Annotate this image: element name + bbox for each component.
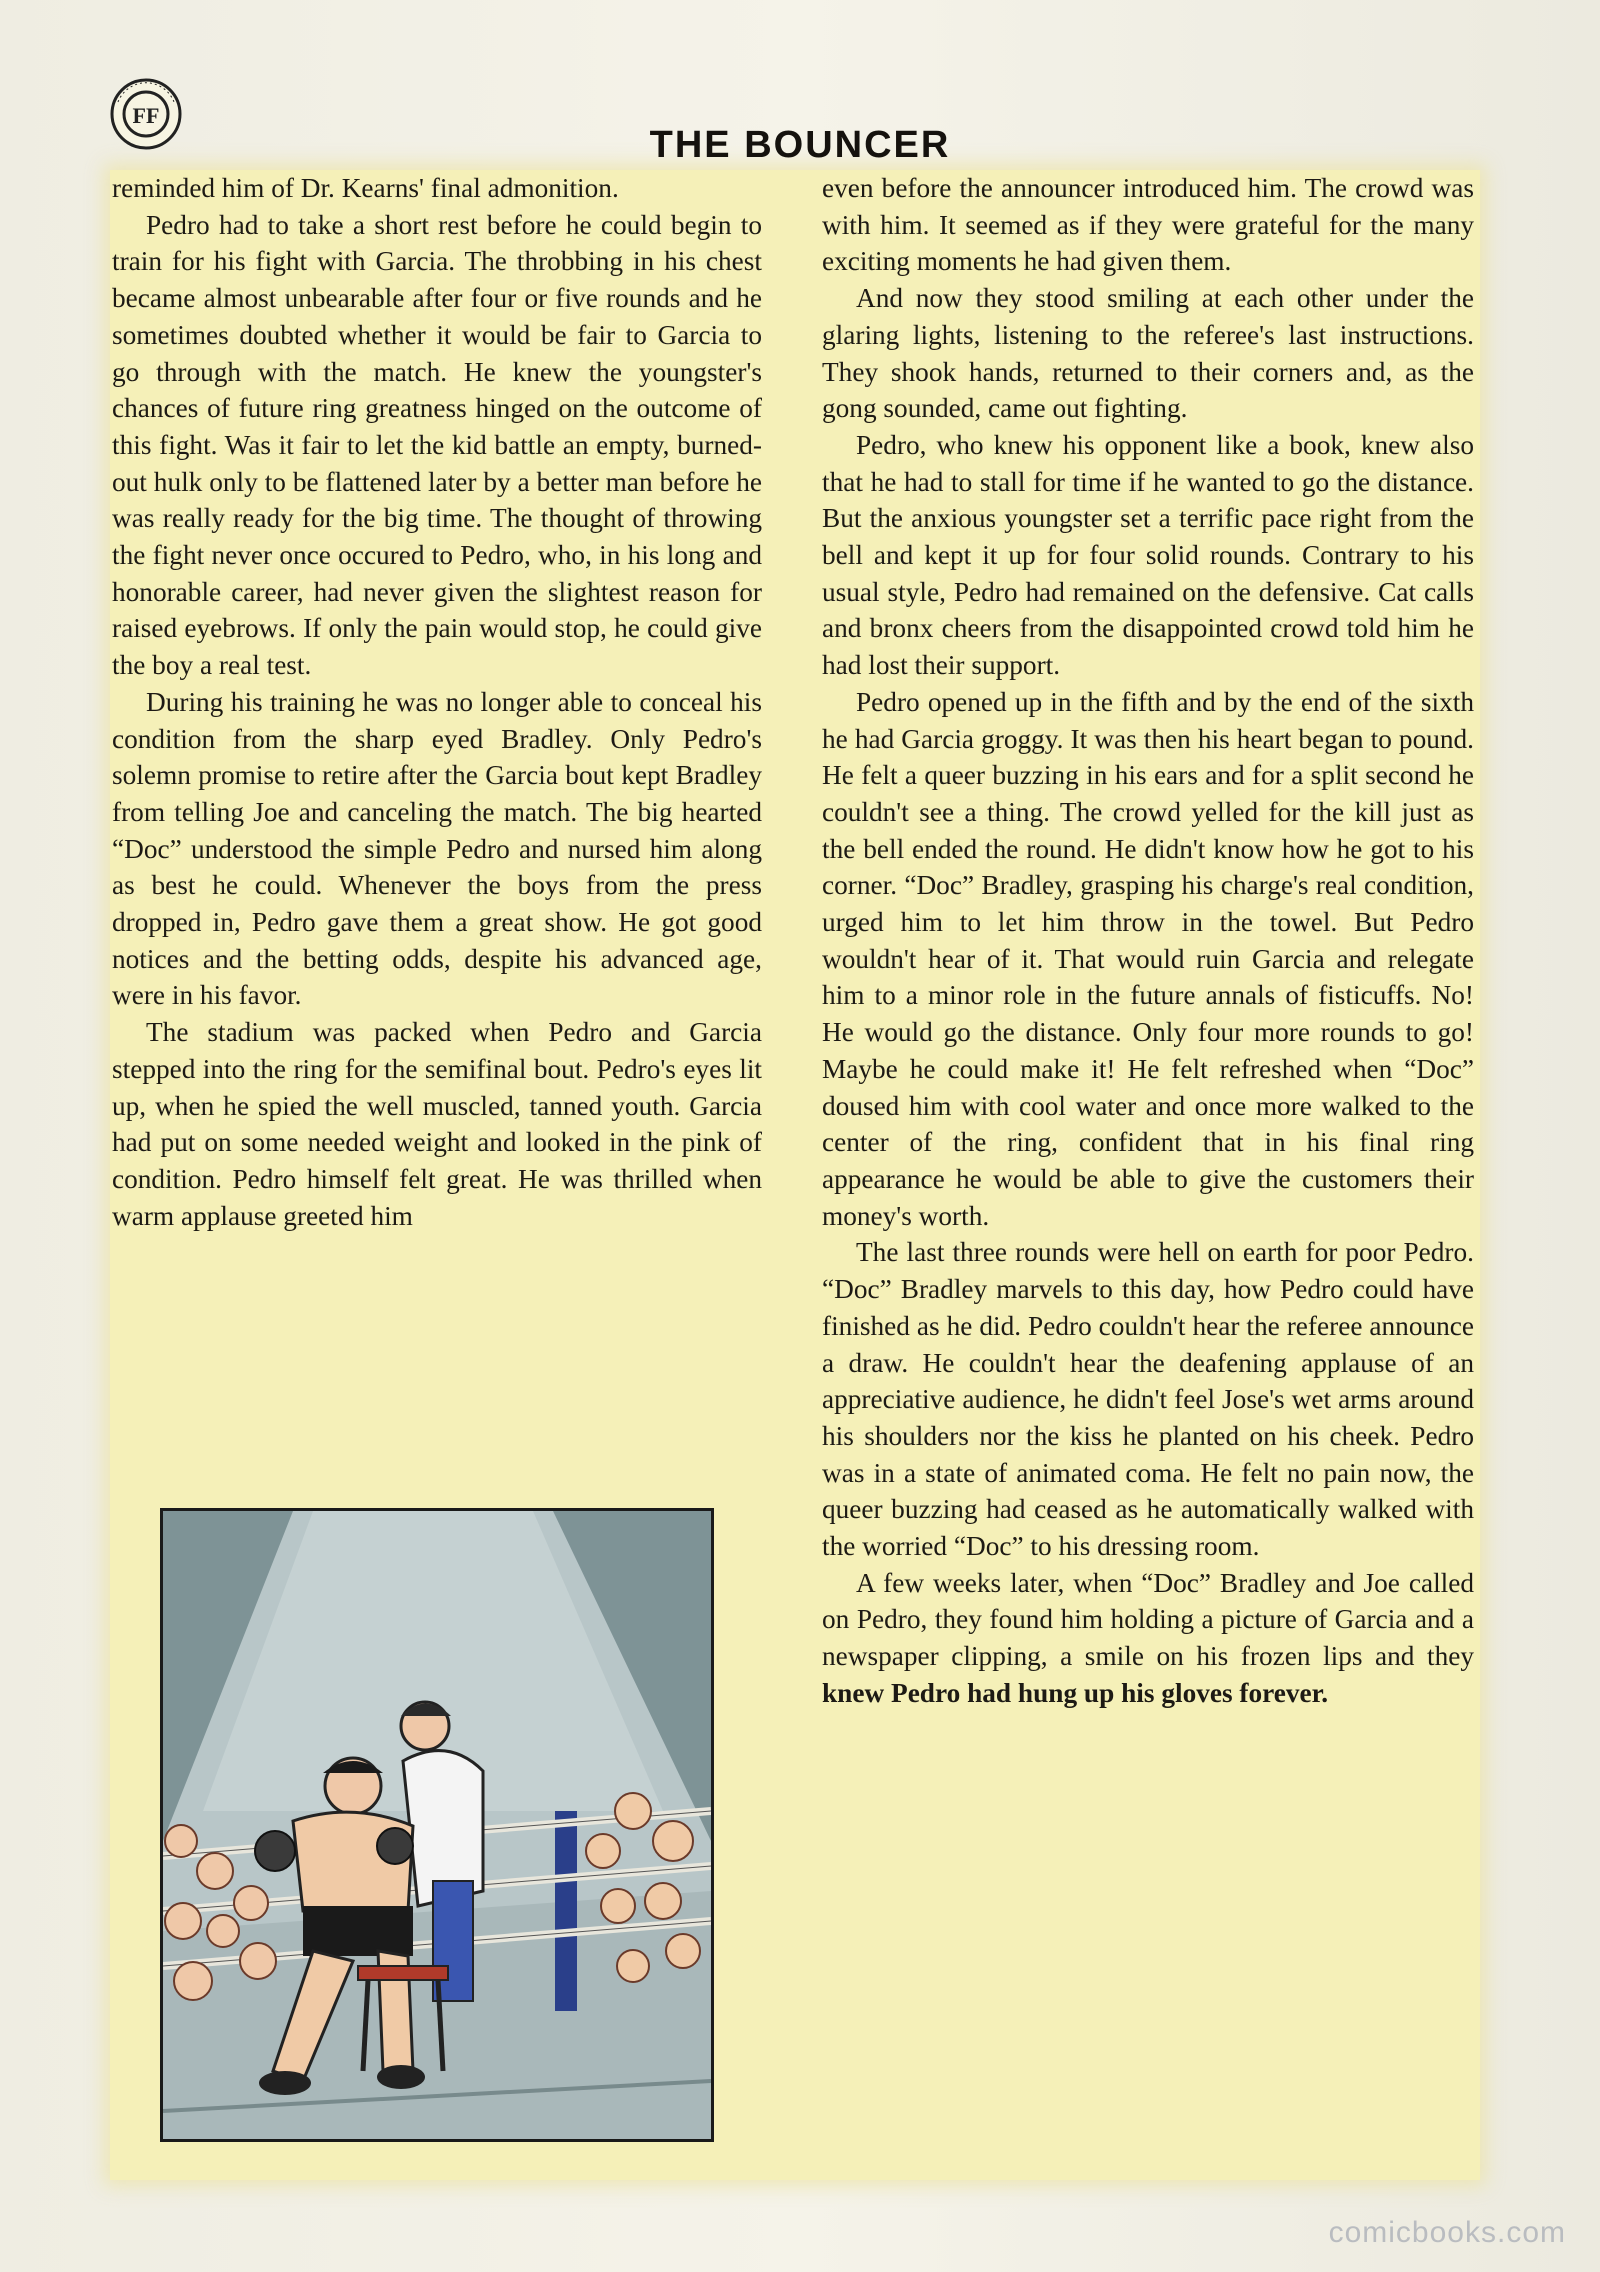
left-text-column xyxy=(112,170,762,1234)
closing-line: knew Pedro had hung up his gloves forever. xyxy=(822,1677,1329,1708)
paragraph: During his training he was no longer able to conceal his condition from the sharp eyed Bradley. Only Pedro's solemn promise to retire after the Garcia bout kept Bradley from telling Joe and canceling the match. The big hearted “Doc” understood the simple Pedro and nursed him along as best he could. Whenever the boys from the press dropped in, Pedro gave them a great show. He got good notices and the betting odds, despite his advanced age, were in his favor. xyxy=(112,686,762,1011)
paragraph: reminded him of Dr. Kearns' final admonition. xyxy=(112,173,619,203)
svg-text:FF: FF xyxy=(132,103,160,128)
paragraph: even before the announcer introduced him. The crowd was with him. It seemed as if they were grateful for the many exciting moments he had given them. xyxy=(822,173,1474,277)
boxing-illustration xyxy=(160,1508,714,2142)
paragraph: And now they stood smiling at each other under the glaring lights, listening to the referee's last instructions. They shook hands, returned to their corners and, as the gong sounded, came out fighting. xyxy=(822,283,1474,424)
paragraph: The stadium was packed when Pedro and Garcia stepped into the ring for the semifinal bout. Pedro's eyes lit up, when he spied the well muscled, tanned youth. Garcia had put on some needed weight and looked in the pink of condition. Pedro himself felt great. He was thrilled when warm applause greeted him xyxy=(112,1017,762,1231)
paragraph: Pedro, who knew his opponent like a book, knew also that he had to stall for time if he wanted to go the distance. But the anxious youngster set a terrific pace right from the bell and kept it up for four solid rounds. Contrary to his usual style, Pedro had remained on the defensive. Cat calls and bronx cheers from the disappointed crowd told him he had lost their support. xyxy=(822,429,1474,681)
paragraph: The last three rounds were hell on earth for poor Pedro. “Doc” Bradley marvels to this day, how Pedro could have finished as he did. Pedro couldn't hear the referee announce a draw. He couldn't hear the deafening applause of an appreciative audience, he didn't feel Jose's wet arms around his shoulders nor the kiss he planted on his cheek. Pedro was in a state of animated coma. He felt no pain now, the queer buzzing had ceased as he automatically walked with the worried “Doc” to his dressing room. xyxy=(822,1237,1474,1562)
paragraph-text: A few weeks later, when “Doc” Bradley and Joe called on Pedro, they found him holding a picture of Garcia and a newspaper clipping, a smile on his frozen lips and they xyxy=(822,1567,1474,1672)
watermark: comicbooks.com xyxy=(1328,2216,1566,2249)
paragraph xyxy=(822,1565,1474,1712)
story-title: THE BOUNCER xyxy=(649,124,951,166)
paragraph: Pedro had to take a short rest before he could begin to train for his fight with Garcia. The throbbing in his chest became almost unbearable after four or five rounds and he sometimes doubted whether it would be fair to Garcia to go through with the match. He knew the youngster's chances of future ring greatness hinged on the outcome of this fight. Was it fair to let the kid battle an empty, burned-out hulk only to be flattened later by a better man before he was really ready for the big time. The thought of throwing the fight never once occured to Pedro, who, in his long and honorable career, had never given the slightest reason for raised eyebrows. If only the pain would stop, he could give the boy a real test. xyxy=(112,209,762,681)
paragraph: Pedro opened up in the fifth and by the end of the sixth he had Garcia groggy. It was then his heart began to pound. He felt a queer buzzing in his ears and for a split second he couldn't see a thing. The crowd yelled for the kill just as the bell ended the round. He didn't know how he got to his corner. “Doc” Bradley, grasping his charge's real condition, urged him to let him throw in the towel. But Pedro wouldn't hear of it. That would ruin Garcia and relegate him to a minor role in the future annals of fisticuffs. No! He would go the distance. Only four more rounds to go! Maybe he could make it! He felt refreshed when “Doc” doused him with cool water and once more walked to the center of the ring, confident that in his final ring appearance he would be able to give the customers their money's worth. xyxy=(822,686,1474,1231)
right-text-column xyxy=(822,170,1474,1712)
